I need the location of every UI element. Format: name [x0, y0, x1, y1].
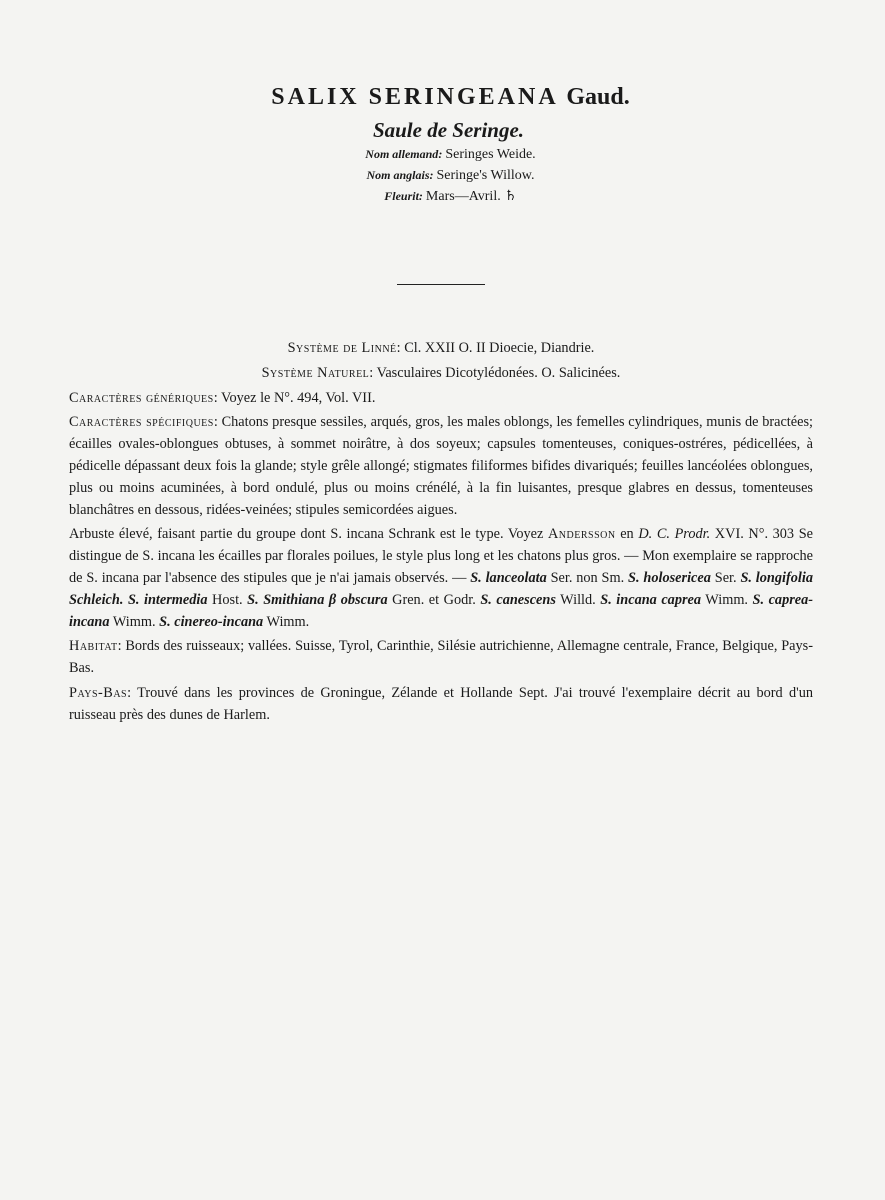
species-name: SALIX SERINGEANA — [271, 84, 558, 110]
paysbas-colon: : — [127, 684, 138, 701]
flowering-label: Fleurit — [384, 189, 419, 203]
generiques-colon: : — [213, 389, 222, 406]
english-colon: : — [429, 168, 437, 182]
linne-line — [69, 338, 813, 360]
arbuste-paragraph — [69, 524, 813, 633]
flowering-colon: : — [418, 189, 426, 203]
naturel-label: Système Naturel — [261, 364, 370, 381]
arbuste-text-10: Wimm. — [701, 591, 753, 608]
generiques-text: Voyez le N°. 494, Vol. VII. — [221, 389, 376, 406]
dc-prodr-ref: D. C. Prodr. — [638, 526, 711, 543]
flowering-value: Mars—Avril. ♄ — [425, 189, 517, 204]
naturel-colon: : — [369, 364, 377, 381]
linne-colon: : — [396, 340, 405, 356]
synonym-caprea-incana: S. caprea-incana — [69, 591, 814, 630]
synonym-holosericea: S. holosericea — [628, 569, 711, 586]
french-name: Saule de Seringe. — [372, 118, 525, 142]
habitat-text: Bords des ruisseaux; vallées. Suisse, Tyrol, Carinthie, Silésie autrichienne, Allemagne centrale, France, Belgique, Pays-Bas. — [69, 638, 814, 677]
document-body — [69, 338, 813, 730]
german-colon: : — [438, 147, 446, 161]
paysbas-label: Pays-Bas — [69, 684, 128, 701]
specifiques-label: Caractères spécifiques — [69, 414, 214, 431]
specifiques-colon: : — [213, 414, 222, 431]
english-name: Seringe's Willow. — [436, 168, 535, 183]
arbuste-text-5: Ser. — [710, 569, 741, 586]
english-name-line — [16, 165, 885, 186]
header-block — [0, 82, 885, 207]
synonym-intermedia: S. intermedia — [127, 591, 208, 608]
paysbas-text: Trouvé dans les provinces de Groningue, Zélande et Hollande Sept. J'ai trouvé l'exemplaire décrit au bord d'un ruisseau près des dunes de Harlem. — [69, 684, 813, 723]
linne-label: Système de Linné — [287, 340, 397, 356]
naturel-line — [69, 363, 813, 385]
linne-text: Cl. XXII O. II Dioecie, Diandrie. — [404, 340, 595, 356]
german-label: Nom allemand — [365, 147, 439, 161]
synonym-lanceolata: S. lanceolata — [470, 569, 547, 586]
arbuste-text-2: en — [615, 526, 639, 543]
specifiques-text: Chatons presque sessiles, arqués, gros, les males oblongs, les femelles cylindriques, munis de bractées; écailles ovales-oblongues obtuses, à sommet noirâtre, à dos soyeux; capsules tomenteuses, coniques-ostréres, pédicellées, à pédicelle dépassant deux fois la glande; style grêle allongé; stigmates filiformes bifides divariqués; feuilles lancéolées oblongues, plus ou moins acuminées, à bord ondulé, plus ou moins crénélé, à la fin luisantes, presque glabres en dessus, tomenteuses blanchâtres en dessous, ridées-veinées; stipules semicordées aigues. — [69, 414, 813, 518]
species-author: Gaud. — [566, 84, 630, 110]
andersson-name: Andersson — [547, 526, 616, 543]
generiques-paragraph — [69, 388, 813, 410]
synonym-longifolia: S. longifolia Schleich. — [69, 569, 813, 608]
synonym-smithiana: S. Smithiana β obscura — [247, 591, 388, 608]
flowering-line — [16, 186, 885, 207]
arbuste-text-1: Arbuste élevé, faisant partie du groupe dont S. incana Schrank est le type. Voyez — [69, 526, 548, 543]
arbuste-text-7: Host. — [207, 591, 248, 608]
arbuste-text-9: Willd. — [555, 591, 601, 608]
german-name-line — [16, 144, 885, 165]
synonym-incana-caprea: S. incana caprea — [600, 591, 702, 608]
arbuste-text-8: Gren. et Godr. — [387, 591, 481, 608]
naturel-text: Vasculaires Dicotylédonées. O. Salicinées. — [376, 364, 621, 381]
english-label: Nom anglais — [366, 168, 430, 182]
arbuste-text-12: Wimm. — [263, 613, 310, 630]
habitat-colon: : — [117, 638, 126, 655]
german-name: Seringes Weide. — [445, 147, 536, 162]
arbuste-text-4: Ser. non Sm. — [546, 569, 629, 586]
arbuste-text-3: XVI. N°. 303 Se distingue de S. incana les écailles par florales poilues, le style plus long et les chatons plus gros. — Mon exemplaire se rapproche de S. incana par l'absence des stipules que je n'ai jamais observés. — — [69, 526, 813, 586]
synonym-canescens: S. canescens — [480, 591, 556, 608]
habitat-label: Habitat — [69, 638, 118, 655]
paysbas-paragraph — [69, 683, 813, 727]
synonym-cinereo-incana: S. cinereo-incana — [159, 613, 264, 630]
specifiques-paragraph — [69, 412, 813, 521]
divider-rule — [397, 284, 485, 285]
habitat-paragraph — [69, 636, 813, 680]
page-title — [16, 82, 885, 112]
generiques-label: Caractères génériques — [69, 389, 214, 406]
arbuste-text-11: Wimm. — [109, 613, 160, 630]
